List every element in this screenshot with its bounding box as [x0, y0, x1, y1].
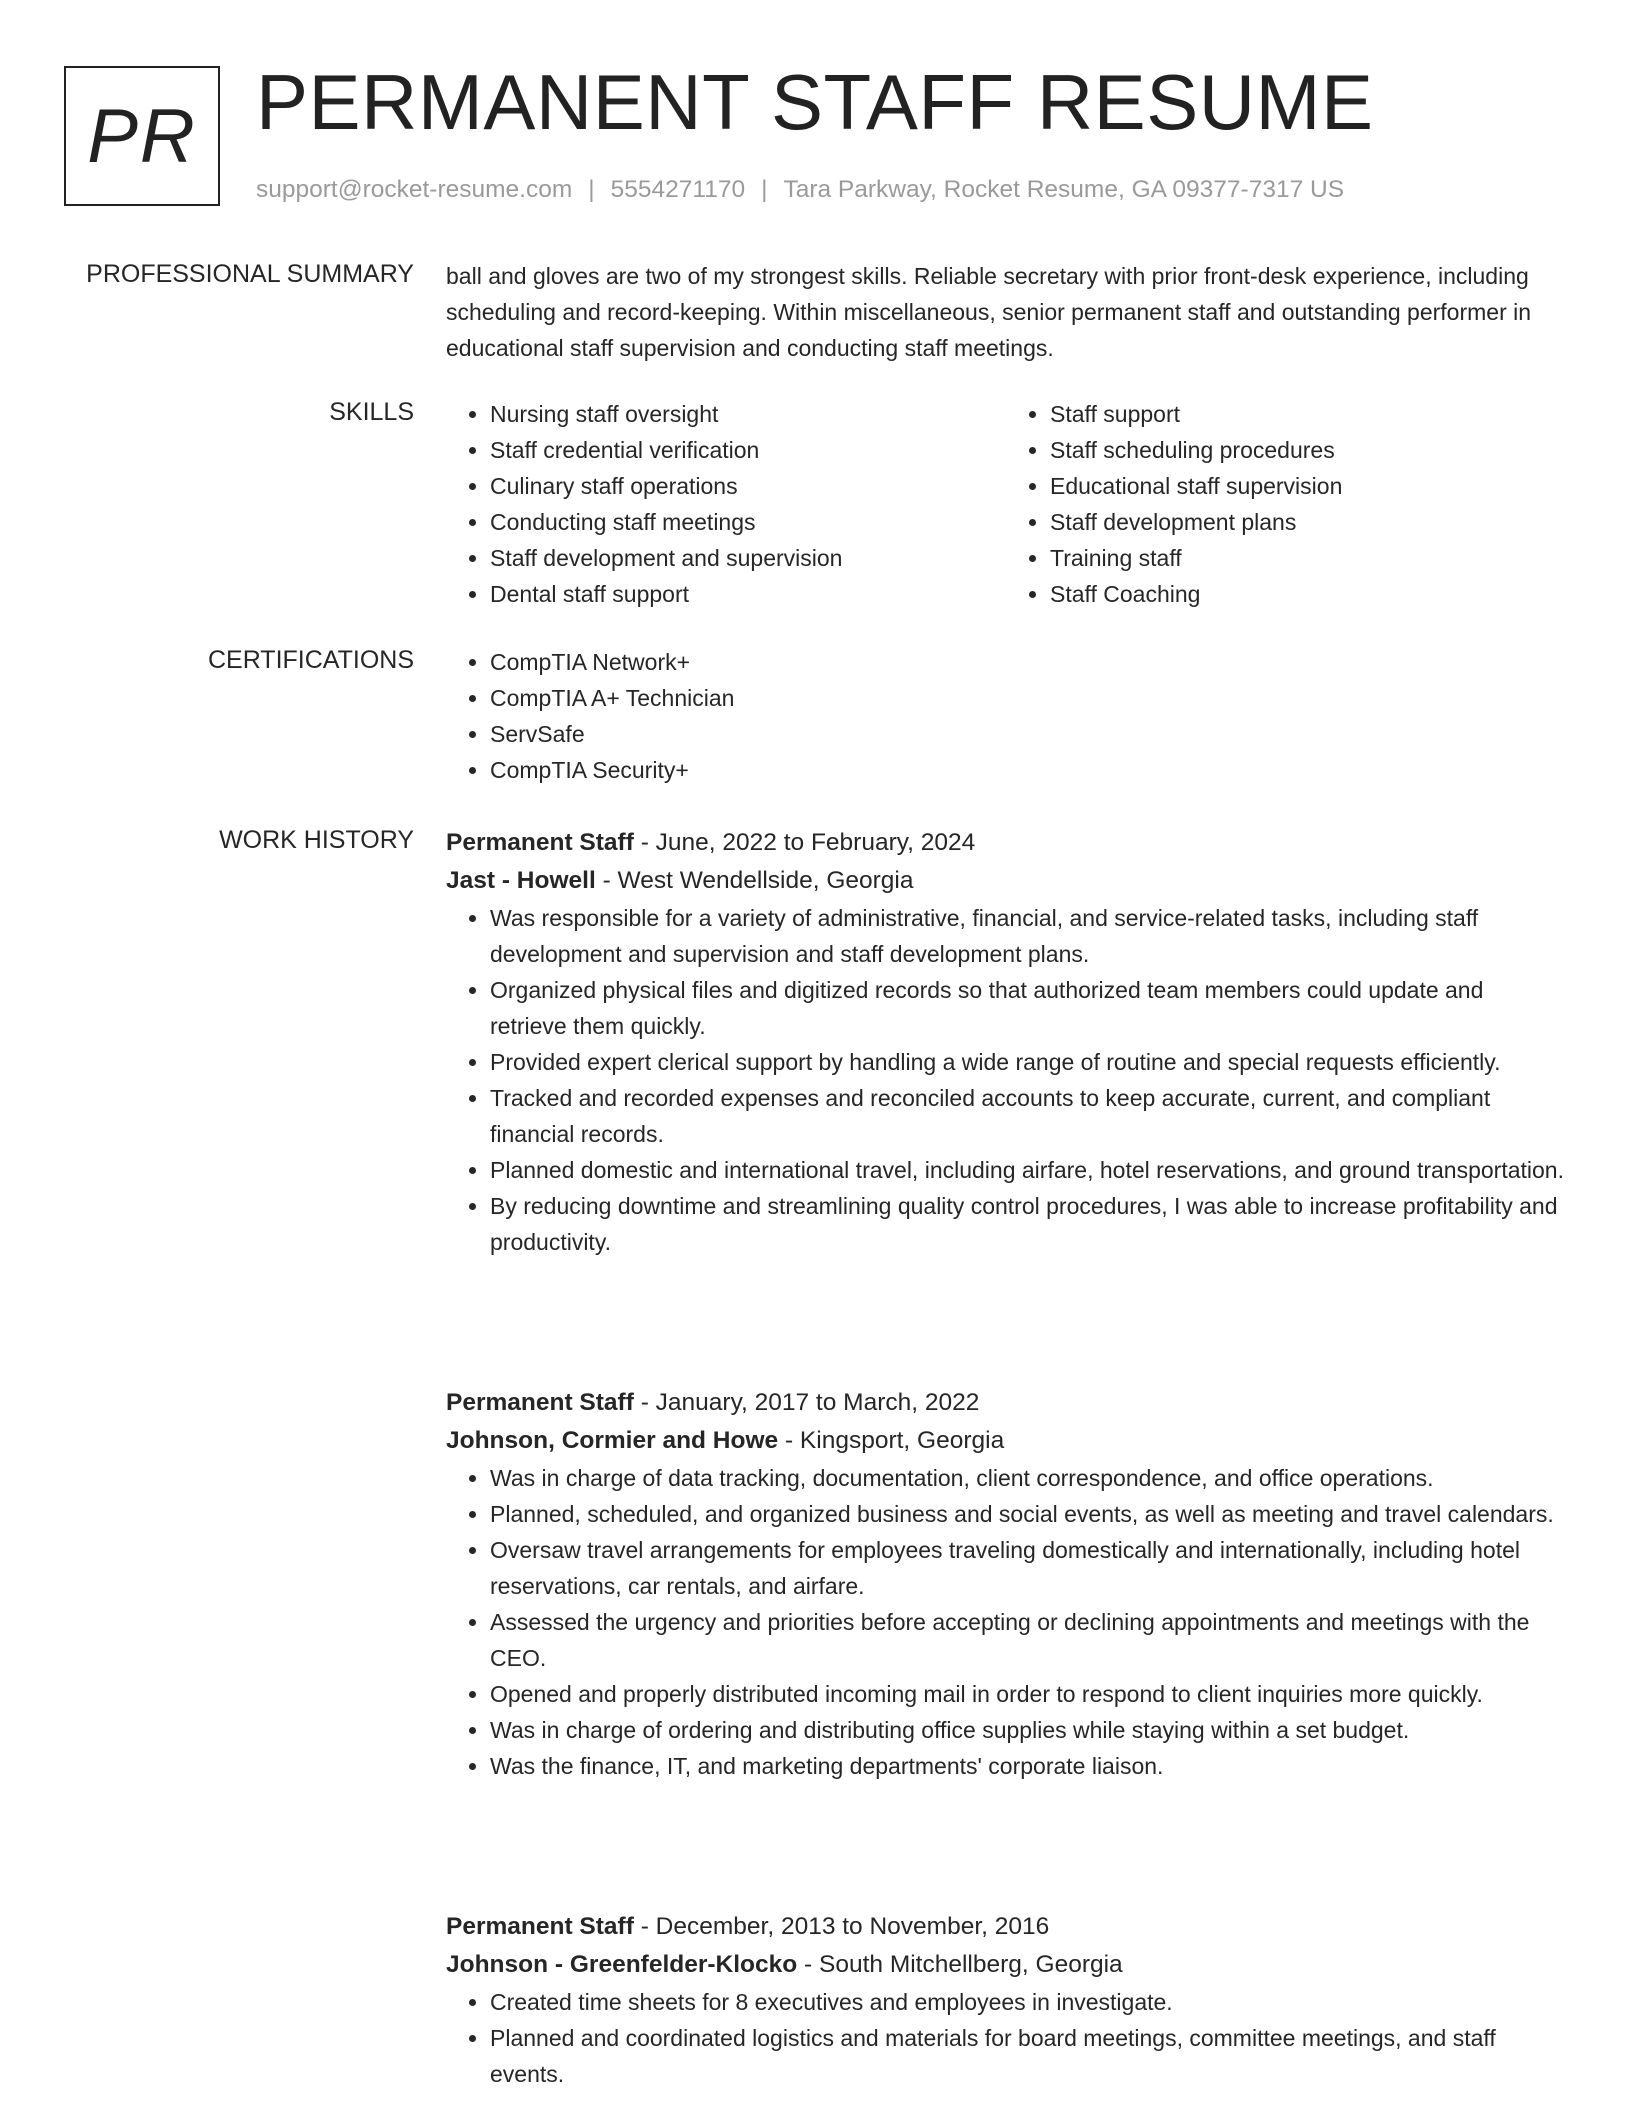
job-company: Johnson, Cormier and Howe	[446, 1427, 779, 1454]
job-title: Permanent Staff	[446, 1913, 634, 1940]
job-bullet: • Was in charge of ordering and distributing office supplies while staying within a set budget.	[490, 1712, 1566, 1748]
job-entry	[446, 824, 1566, 1260]
skill-item: • Culinary staff operations	[490, 468, 1006, 504]
certification-item: • CompTIA Security+	[490, 752, 1566, 788]
skills-list-right	[1006, 396, 1566, 612]
skill-item: • Staff development plans	[1050, 504, 1566, 540]
summary-body	[446, 258, 1566, 366]
skill-item: • Staff development and supervision	[490, 540, 1006, 576]
skill-item: • Dental staff support	[490, 576, 1006, 612]
contact-separator: |	[588, 176, 595, 203]
skill-item: • Staff scheduling procedures	[1050, 432, 1566, 468]
contact-email[interactable]: support@rocket-resume.com	[256, 176, 573, 203]
section-label-certifications: CERTIFICATIONS	[207, 646, 414, 674]
job-title-line	[446, 1384, 1566, 1422]
job-bullet: • Was the finance, IT, and marketing departments' corporate liaison.	[490, 1748, 1566, 1784]
skill-item: • Nursing staff oversight	[490, 396, 1006, 432]
job-dates: - January, 2017 to March, 2022	[633, 1389, 980, 1416]
job-bullet-list	[446, 1984, 1566, 2092]
job-bullet: • Oversaw travel arrangements for employees traveling domestically and internationally, including hotel reservations, car rentals, and airfare.	[490, 1532, 1566, 1604]
job-bullet: • Created time sheets for 8 executives and employees in investigate.	[490, 1984, 1566, 2020]
skill-item: • Educational staff supervision	[1050, 468, 1566, 504]
certification-item: • CompTIA Network+	[490, 644, 1566, 680]
job-bullet: • Was responsible for a variety of administrative, financial, and service-related tasks, including staff development and supervision and staff development plans.	[490, 900, 1566, 972]
job-dates: - December, 2013 to November, 2016	[633, 1913, 1050, 1940]
job-bullet: • Was in charge of data tracking, documentation, client correspondence, and office operations.	[490, 1460, 1566, 1496]
job-bullet: • Planned domestic and international travel, including airfare, hotel reservations, and ground transportation.	[490, 1152, 1566, 1188]
job-bullet: • Planned and coordinated logistics and materials for board meetings, committee meetings, and staff events.	[490, 2020, 1566, 2092]
skill-item: • Training staff	[1050, 540, 1566, 576]
contact-separator: |	[761, 176, 768, 203]
monogram-box	[64, 66, 220, 206]
job-bullet: • Planned, scheduled, and organized business and social events, as well as meeting and travel calendars.	[490, 1496, 1566, 1532]
section-label-work-history: WORK HISTORY	[219, 826, 414, 854]
job-company: Johnson - Greenfelder-Klocko	[446, 1951, 798, 1978]
certifications-list	[446, 644, 1566, 788]
job-dates: - June, 2022 to February, 2024	[633, 829, 976, 856]
section-label-summary: PROFESSIONAL SUMMARY	[86, 260, 414, 288]
job-company-line	[446, 862, 1566, 900]
job-company-line	[446, 1946, 1566, 1984]
skills-body	[446, 396, 1566, 612]
contact-phone[interactable]: 5554271170	[610, 176, 746, 203]
section-label-skills: SKILLS	[329, 398, 414, 426]
job-location: - South Mitchellberg, Georgia	[797, 1951, 1123, 1978]
job-company-line	[446, 1422, 1566, 1460]
certification-item: • ServSafe	[490, 716, 1566, 752]
job-bullet-list	[446, 900, 1566, 1260]
contact-address: Tara Parkway, Rocket Resume, GA 09377-7317 US	[783, 176, 1345, 203]
skill-item: • Staff support	[1050, 396, 1566, 432]
job-entry	[446, 1384, 1566, 1784]
job-location: - West Wendellside, Georgia	[595, 867, 914, 894]
job-bullet: • Organized physical files and digitized records so that authorized team members could update and retrieve them quickly.	[490, 972, 1566, 1044]
skill-item: • Staff credential verification	[490, 432, 1006, 468]
job-title-line	[446, 824, 1566, 862]
skill-item: • Conducting staff meetings	[490, 504, 1006, 540]
skill-item: • Staff Coaching	[1050, 576, 1566, 612]
resume-title: PERMANENT STAFF RESUME	[256, 58, 1374, 146]
job-title: Permanent Staff	[446, 1389, 634, 1416]
job-bullet: • Tracked and recorded expenses and reconciled accounts to keep accurate, current, and compliant financial records.	[490, 1080, 1566, 1152]
job-location: - Kingsport, Georgia	[778, 1427, 1005, 1454]
job-entry	[446, 1908, 1566, 2092]
job-bullet: • Opened and properly distributed incoming mail in order to respond to client inquiries more quickly.	[490, 1676, 1566, 1712]
job-company: Jast - Howell	[446, 867, 596, 894]
job-bullet: • Assessed the urgency and priorities before accepting or declining appointments and meetings with the CEO.	[490, 1604, 1566, 1676]
certifications-body	[446, 644, 1566, 788]
job-title-line	[446, 1908, 1566, 1946]
summary-text: ball and gloves are two of my strongest skills. Reliable secretary with prior front-desk experience, including scheduling and record-keeping. Within miscellaneous, senior permanent staff and outstanding performer in educational staff supervision and conducting staff meetings.	[446, 263, 1532, 361]
contact-line	[256, 174, 1344, 206]
certification-item: • CompTIA A+ Technician	[490, 680, 1566, 716]
monogram-initials: PR	[87, 93, 197, 179]
job-bullet-list	[446, 1460, 1566, 1784]
job-bullet: • By reducing downtime and streamlining quality control procedures, I was able to increase profitability and productivity.	[490, 1188, 1566, 1260]
job-bullet: • Provided expert clerical support by handling a wide range of routine and special requests efficiently.	[490, 1044, 1566, 1080]
job-title: Permanent Staff	[446, 829, 634, 856]
skills-list-left	[446, 396, 1006, 612]
